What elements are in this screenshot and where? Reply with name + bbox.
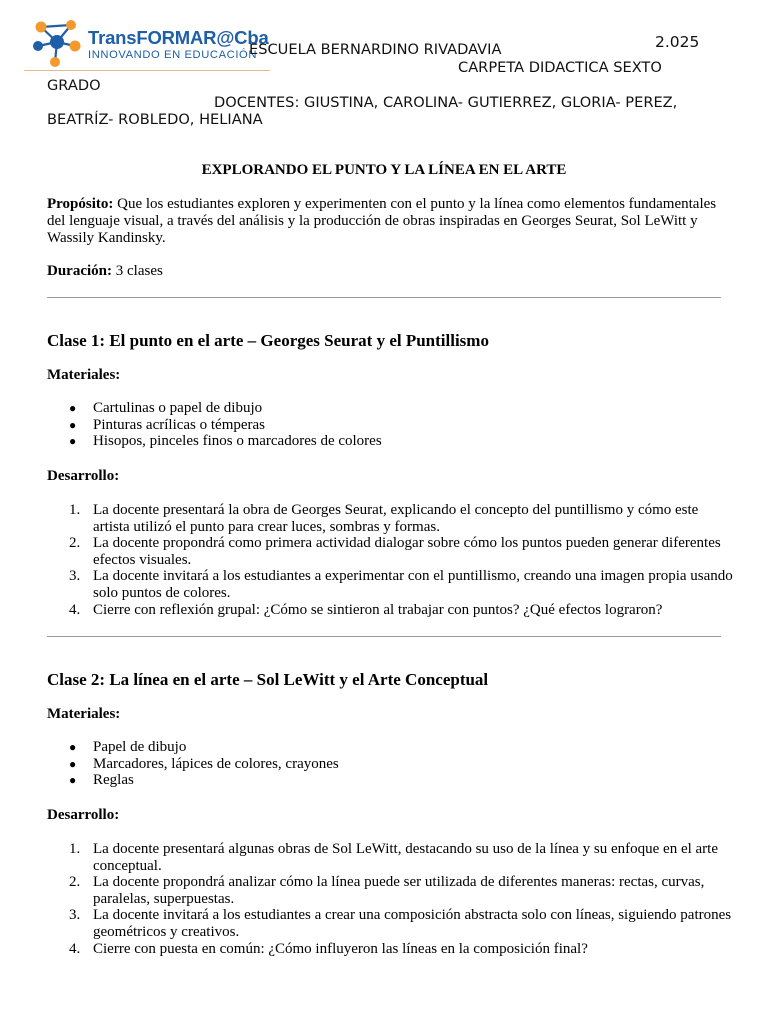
list-item: ● Pinturas acrílicas o témperas: [69, 416, 266, 433]
logo-underline: [24, 70, 270, 71]
list-item: 1. La docente presentará algunas obras de Sol LeWitt, destacando su uso de la línea y su enfoque en el arte conceptual.: [69, 841, 718, 874]
class2-steps-list: [69, 841, 733, 957]
class1-materials-label: Materiales:: [47, 367, 121, 383]
teachers-line-2: BEATRÍZ- ROBLEDO, HELIANA: [47, 111, 263, 128]
purpose-label: Propósito:: [47, 196, 114, 212]
list-item: 2. La docente propondrá como primera actividad dialogar sobre cómo los puntos pueden generar diferentes efectos visuales.: [69, 535, 721, 568]
list-item: 4. Cierre con reflexión grupal: ¿Cómo se sintieron al trabajar con puntos? ¿Qué efectos lograron?: [69, 601, 663, 618]
list-item: ● Reglas: [69, 772, 134, 789]
duration-text: 3 clases: [115, 263, 163, 279]
logo-tagline: INNOVANDO EN EDUCACIÓN: [88, 49, 258, 61]
class2-materials-label: Materiales:: [47, 706, 121, 722]
list-item: 2. La docente propondrá analizar cómo la línea puede ser utilizada de diferentes maneras: rectas, curvas, paralelas, superpuestas.: [69, 874, 705, 907]
document-title: EXPLORANDO EL PUNTO Y LA LÍNEA EN EL ARTE: [201, 162, 567, 178]
class1-development-label: Desarrollo:: [47, 468, 120, 484]
school-name: ESCUELA BERNARDINO RIVADAVIA: [249, 41, 502, 58]
teachers-line-1: DOCENTES: GIUSTINA, CAROLINA- GUTIERREZ, GLORIA- PEREZ,: [214, 94, 678, 111]
class2-materials-list: [69, 739, 733, 789]
logo-name: TransFORMAR@Cba: [88, 27, 269, 48]
class1-steps-list: [69, 502, 733, 618]
school-year: 2.025: [655, 33, 700, 51]
purpose-paragraph: [47, 196, 727, 247]
transformar-logo: [31, 14, 271, 70]
duration-label: Duración:: [47, 263, 112, 279]
list-item: ● Papel de dibujo: [69, 739, 187, 755]
list-item: ● Marcadores, lápices de colores, crayones: [69, 755, 339, 772]
purpose-text: Que los estudiantes exploren y experimenten con el punto y la línea como elementos fundamentales del lenguaje visual, a través del análisis y la producción de obras inspiradas en Georges Seurat, Sol LeWitt y Wassily Kandinsky.: [47, 196, 717, 246]
list-item: 1. La docente presentará la obra de Georges Seurat, explicando el concepto del puntillismo y cómo este artista utilizó el punto para crear luces, sombras y formas.: [69, 502, 699, 535]
class1-materials-list: [69, 400, 733, 450]
list-item: ● Cartulinas o papel de dibujo: [69, 400, 263, 416]
class2-title: Clase 2: La línea en el arte – Sol LeWitt y el Arte Conceptual: [47, 670, 489, 689]
network-icon: [31, 16, 83, 68]
list-item: 4. Cierre con puesta en común: ¿Cómo influyeron las líneas en la composición final?: [69, 940, 588, 957]
grade-label: GRADO: [47, 77, 101, 94]
class1-title: Clase 1: El punto en el arte – Georges Seurat y el Puntillismo: [47, 331, 489, 350]
duration-paragraph: [47, 263, 727, 280]
list-item: ● Hisopos, pinceles finos o marcadores de colores: [69, 433, 382, 450]
section-divider: [47, 297, 721, 298]
section-divider: [47, 636, 721, 637]
class2-development-label: Desarrollo:: [47, 807, 120, 823]
folder-title: CARPETA DIDACTICA SEXTO: [458, 59, 662, 76]
list-item: 3. La docente invitará a los estudiantes a experimentar con el puntillismo, creando una imagen propia usando solo puntos de colores.: [69, 568, 733, 601]
list-item: 3. La docente invitará a los estudiantes a crear una composición abstracta solo con líneas, siguiendo patrones geométricos y creativos.: [69, 907, 732, 940]
